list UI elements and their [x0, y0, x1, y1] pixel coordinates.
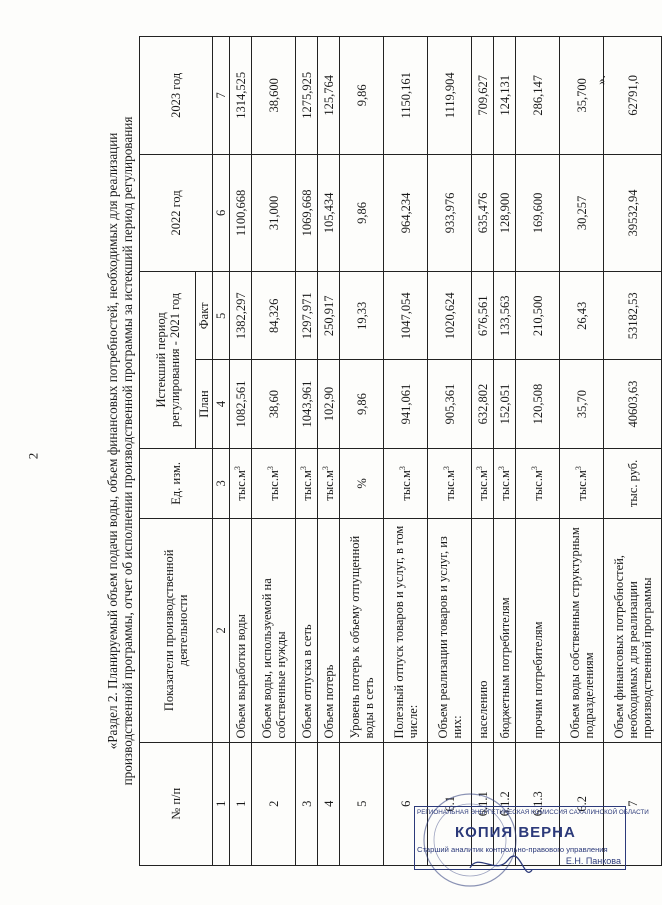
- certification-stamp: [400, 790, 649, 900]
- row-num-cell: 6.1: [428, 742, 472, 865]
- header-plan: План: [196, 360, 213, 448]
- index-row: [213, 37, 230, 866]
- row-num-cell: 6.1.2: [494, 742, 516, 865]
- row-2023-cell: 9,86: [340, 37, 384, 155]
- table-row: [472, 37, 494, 866]
- unit-text: тыс.м: [321, 470, 336, 501]
- row-fact-cell: 1047,054: [384, 272, 428, 360]
- stamp-position: Старший аналитик контрольно-правового управления: [417, 845, 608, 854]
- row-fact-cell: 676,561: [472, 272, 494, 360]
- table-row: [384, 37, 428, 866]
- row-plan-cell: 632,802: [472, 360, 494, 448]
- row-2022-cell: 1100,668: [230, 154, 252, 272]
- header-2022: 2022 год: [140, 154, 213, 272]
- row-unit-cell: [252, 448, 296, 519]
- header-fact: Факт: [196, 272, 213, 360]
- stamp-box: [414, 806, 649, 870]
- row-plan-cell: 120,508: [516, 360, 560, 448]
- row-plan-cell: 40603,63: [604, 360, 662, 448]
- stamp-name: Е.Н. Панкова: [565, 856, 621, 866]
- table-row: [252, 37, 296, 866]
- row-plan-cell: 1043,961: [296, 360, 318, 448]
- row-2022-cell: 128,900: [494, 154, 516, 272]
- row-2023-cell: 1314,525: [230, 37, 252, 155]
- row-2023-cell: 1275,925: [296, 37, 318, 155]
- index-cell: 5: [213, 272, 230, 360]
- unit-text: тыс.м: [398, 470, 413, 501]
- unit-superscript: 3: [573, 466, 583, 471]
- index-cell: 7: [213, 37, 230, 155]
- row-unit-cell: [296, 448, 318, 519]
- unit-text: тыс.м: [266, 470, 281, 501]
- header-period: Истекший период регулирования - 2021 год: [140, 272, 196, 448]
- row-name-cell: Объем воды, используемой на собственные нужды: [252, 519, 296, 742]
- production-table: [139, 36, 662, 866]
- row-plan-cell: 905,361: [428, 360, 472, 448]
- table-row: [230, 37, 252, 866]
- row-2022-cell: 964,234: [384, 154, 428, 272]
- row-2022-cell: 169,600: [516, 154, 560, 272]
- row-num-cell: 7: [604, 742, 662, 865]
- unit-text: тыс. руб.: [625, 459, 640, 508]
- row-unit-cell: [318, 448, 340, 519]
- table-row: [318, 37, 340, 866]
- table-body: [230, 37, 662, 866]
- row-num-cell: 1: [230, 742, 252, 865]
- row-unit-cell: [604, 448, 662, 519]
- row-num-cell: 6.1.1: [472, 742, 494, 865]
- row-fact-cell: 1382,297: [230, 272, 252, 360]
- unit-superscript: 3: [496, 466, 506, 471]
- row-num-cell: 5: [340, 742, 384, 865]
- row-num-cell: 6.1.3: [516, 742, 560, 865]
- unit-superscript: 3: [529, 466, 539, 471]
- row-fact-cell: 53182,53: [604, 272, 662, 360]
- row-2022-cell: 635,476: [472, 154, 494, 272]
- row-2023-cell: 709,627: [472, 37, 494, 155]
- row-plan-cell: 38,60: [252, 360, 296, 448]
- row-name-cell: Объем отпуска в сеть: [296, 519, 318, 742]
- row-fact-cell: 210,500: [516, 272, 560, 360]
- row-name-cell: Полезный отпуск товаров и услуг, в том числе:: [384, 519, 428, 742]
- index-cell: 4: [213, 360, 230, 448]
- row-name-cell: Уровень потерь к объему отпущенной воды в сеть: [340, 519, 384, 742]
- row-unit-cell: [494, 448, 516, 519]
- section-heading: [105, 36, 135, 866]
- row-2023-cell: 286,147: [516, 37, 560, 155]
- unit-text: тыс.м: [530, 470, 545, 501]
- row-plan-cell: 941,061: [384, 360, 428, 448]
- row-2022-cell: 105,434: [318, 154, 340, 272]
- row-fact-cell: 26,43: [560, 272, 604, 360]
- unit-superscript: 3: [232, 466, 242, 471]
- header-unit: Ед. изм.: [140, 448, 213, 519]
- row-num-cell: 3: [296, 742, 318, 865]
- unit-text: тыс.м: [475, 470, 490, 501]
- row-plan-cell: 152,051: [494, 360, 516, 448]
- row-2022-cell: 31,000: [252, 154, 296, 272]
- unit-text: тыс.м: [497, 470, 512, 501]
- row-plan-cell: 102,90: [318, 360, 340, 448]
- unit-text: тыс.м: [442, 470, 457, 501]
- table-row: [340, 37, 384, 866]
- row-num-cell: 4: [318, 742, 340, 865]
- header-2023: 2023 год: [140, 37, 213, 155]
- row-name-cell: населению: [472, 519, 494, 742]
- header-indicator: Показатели производственной деятельности: [140, 519, 213, 742]
- page-number: 2: [25, 452, 41, 460]
- rotated-content: [105, 36, 654, 866]
- row-num-cell: 6.2: [560, 742, 604, 865]
- row-unit-cell: [560, 448, 604, 519]
- unit-text: %: [354, 478, 369, 489]
- row-plan-cell: 1082,561: [230, 360, 252, 448]
- row-name-cell: прочим потребителям: [516, 519, 560, 742]
- row-2022-cell: 1069,668: [296, 154, 318, 272]
- row-name-cell: Объем воды собственным структурным подразделениям: [560, 519, 604, 742]
- row-2023-cell: 38,600: [252, 37, 296, 155]
- row-2022-cell: 30,257: [560, 154, 604, 272]
- index-cell: 6: [213, 154, 230, 272]
- row-2023-cell: 35,700: [560, 37, 604, 155]
- row-name-cell: Объем финансовых потребностей, необходимых для реализации производственной программы: [604, 519, 662, 742]
- header-num: № п/п: [140, 742, 213, 865]
- unit-text: тыс.м: [299, 470, 314, 501]
- row-2023-cell: 1119,904: [428, 37, 472, 155]
- row-name-cell: Объем выработки воды: [230, 519, 252, 742]
- unit-text: тыс.м: [233, 470, 248, 501]
- row-num-cell: 2: [252, 742, 296, 865]
- row-2023-cell: 124,131: [494, 37, 516, 155]
- heading-line-1: «Раздел 2. Планируемый объем подачи воды, объем финансовых потребностей, необходимых для реализации: [105, 132, 120, 750]
- index-cell: 1: [213, 742, 230, 865]
- closing-quote: ».: [592, 75, 608, 85]
- unit-superscript: 3: [441, 466, 451, 471]
- row-unit-cell: [516, 448, 560, 519]
- table-row: [604, 37, 662, 866]
- stamp-title: КОПИЯ ВЕРНА: [455, 824, 576, 841]
- row-unit-cell: [230, 448, 252, 519]
- unit-superscript: 3: [298, 466, 308, 471]
- row-2022-cell: 933,976: [428, 154, 472, 272]
- row-plan-cell: 35,70: [560, 360, 604, 448]
- row-2023-cell: 125,764: [318, 37, 340, 155]
- row-fact-cell: 1297,971: [296, 272, 318, 360]
- unit-superscript: 3: [320, 466, 330, 471]
- unit-superscript: 3: [397, 466, 407, 471]
- row-name-cell: Объем реализации товаров и услуг, из них:: [428, 519, 472, 742]
- index-cell: 2: [213, 519, 230, 742]
- row-plan-cell: 9,86: [340, 360, 384, 448]
- row-2023-cell: 62791,0: [604, 37, 662, 155]
- row-name-cell: бюджетным потребителям: [494, 519, 516, 742]
- table-row: [296, 37, 318, 866]
- row-unit-cell: [472, 448, 494, 519]
- row-2022-cell: 9,86: [340, 154, 384, 272]
- row-2022-cell: 39532,94: [604, 154, 662, 272]
- unit-superscript: 3: [474, 466, 484, 471]
- unit-superscript: 3: [265, 466, 275, 471]
- row-fact-cell: 1020,624: [428, 272, 472, 360]
- row-unit-cell: [340, 448, 384, 519]
- row-unit-cell: [384, 448, 428, 519]
- row-fact-cell: 84,326: [252, 272, 296, 360]
- heading-line-2: производственной программы, отчет об исполнении производственной программы за истекший период регулирования: [120, 116, 135, 786]
- row-unit-cell: [428, 448, 472, 519]
- table-row: [560, 37, 604, 866]
- row-num-cell: 6: [384, 742, 428, 865]
- table-row: [494, 37, 516, 866]
- row-name-cell: Объем потерь: [318, 519, 340, 742]
- unit-text: тыс.м: [574, 470, 589, 501]
- row-fact-cell: 250,917: [318, 272, 340, 360]
- stamp-org: РЕГИОНАЛЬНАЯ ЭНЕРГЕТИЧЕСКАЯ КОМИССИЯ САХАЛИНСКОЙ ОБЛАСТИ: [417, 809, 649, 816]
- row-fact-cell: 19,33: [340, 272, 384, 360]
- table-row: [428, 37, 472, 866]
- table-row: [516, 37, 560, 866]
- row-fact-cell: 133,563: [494, 272, 516, 360]
- row-2023-cell: 1150,161: [384, 37, 428, 155]
- index-cell: 3: [213, 448, 230, 519]
